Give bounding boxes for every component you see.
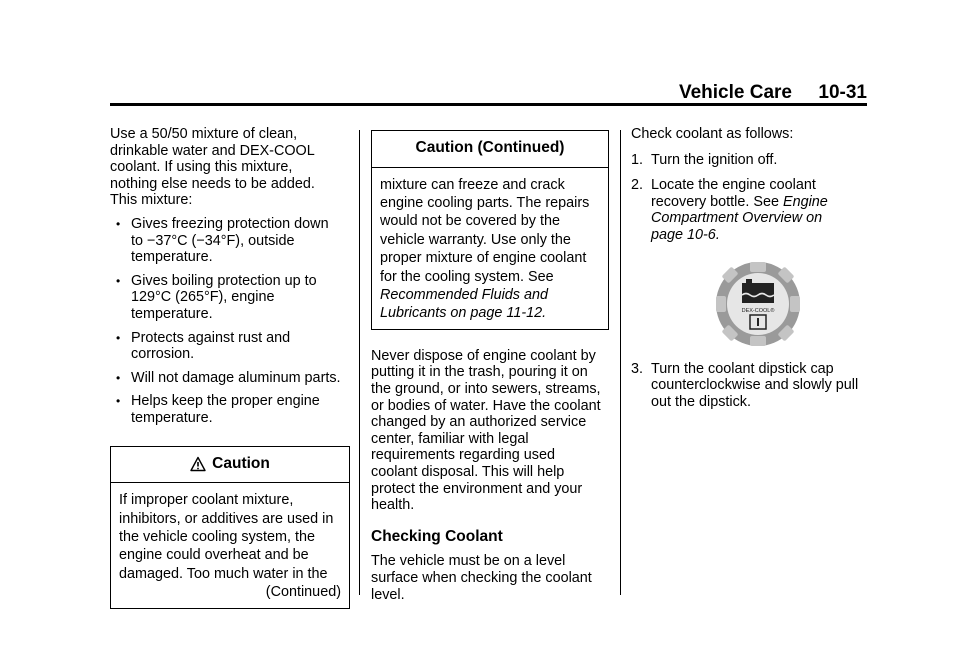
list-item: • Helps keep the proper engine temperature. [116,393,320,426]
section-heading: Checking Coolant [371,527,503,545]
header-title: Vehicle Care 10-31 [678,82,867,103]
header-rule [110,103,867,106]
caution-box [110,446,350,609]
cap-label: DEX-COOL® [741,307,775,314]
list-item: • Gives freezing protection down to −37°C (−34°F), outside temperature. [116,215,329,266]
continued-label: (Continued) [265,584,341,601]
column-divider [359,130,360,595]
column-divider [620,130,621,595]
caution-continued-header: Caution (Continued) [372,131,608,168]
list-item: • Gives boiling protection up to 129°C (265°F), engine temperature. [116,272,317,322]
list-item: 1. Turn the ignition off. [631,151,778,168]
mixture-benefits-list [110,216,350,427]
caution-header: Caution [111,447,349,484]
check-paragraph: The vehicle must be on a level surface when checking the coolant level. [371,553,592,603]
caution-continued-body: mixture can freeze and crack engine cooling parts. The repairs would not be covered by the vehicle warranty. Use only the proper mixture of engine coolant for the cooling system. See Recommended Fluids and Lubricants on page 11-12. [380,176,590,322]
column-1 [110,126,350,609]
intro-paragraph: Use a 50/50 mixture of clean, drinkable water and DEX-COOL coolant. If using this mixture, nothing else needs to be added. This mixture: [110,126,315,209]
bullet-icon: • [116,273,121,288]
list-item: • Will not damage aluminum parts. [116,369,341,386]
list-item: 3. Turn the coolant dipstick cap counterclockwise and slowly pull out the dipstick. [631,360,859,410]
bullet-icon: • [116,370,121,385]
bullet-icon: • [116,394,121,409]
bullet-icon: • [116,216,121,231]
list-item: 2. Locate the engine coolant recovery bottle. See Engine Compartment Overview on page 10-6. [631,177,828,243]
list-item: • Protects against rust and corrosion. [116,329,291,363]
column-2 [371,130,609,603]
coolant-cap-icon [715,261,801,347]
bullet-icon: • [116,330,121,345]
steps-list [631,152,867,244]
fluids-reference-page: Lubricants on page 11-12. [380,305,547,322]
caution-continued-box [371,130,609,330]
warning-triangle-icon [190,456,206,472]
coolant-cap-illustration [649,261,867,347]
column-3 [631,126,867,410]
check-intro: Check coolant as follows: [631,126,794,142]
fluids-reference: Recommended Fluids and [380,287,548,304]
caution-body: If improper coolant mixture, inhibitors, or additives are used in the vehicle cooling system, the engine could overheat and be damaged. Too much water in the (Continued) [119,492,341,601]
steps-list-continued [631,361,867,411]
disposal-paragraph: Never dispose of engine coolant by putting it in the trash, pouring it on the ground, or into sewers, streams, or bodies of water. Have the coolant changed by an authorized service center, familiar with legal requirements regarding used coolant disposal. This will help protect the environment and your health. [371,347,601,514]
